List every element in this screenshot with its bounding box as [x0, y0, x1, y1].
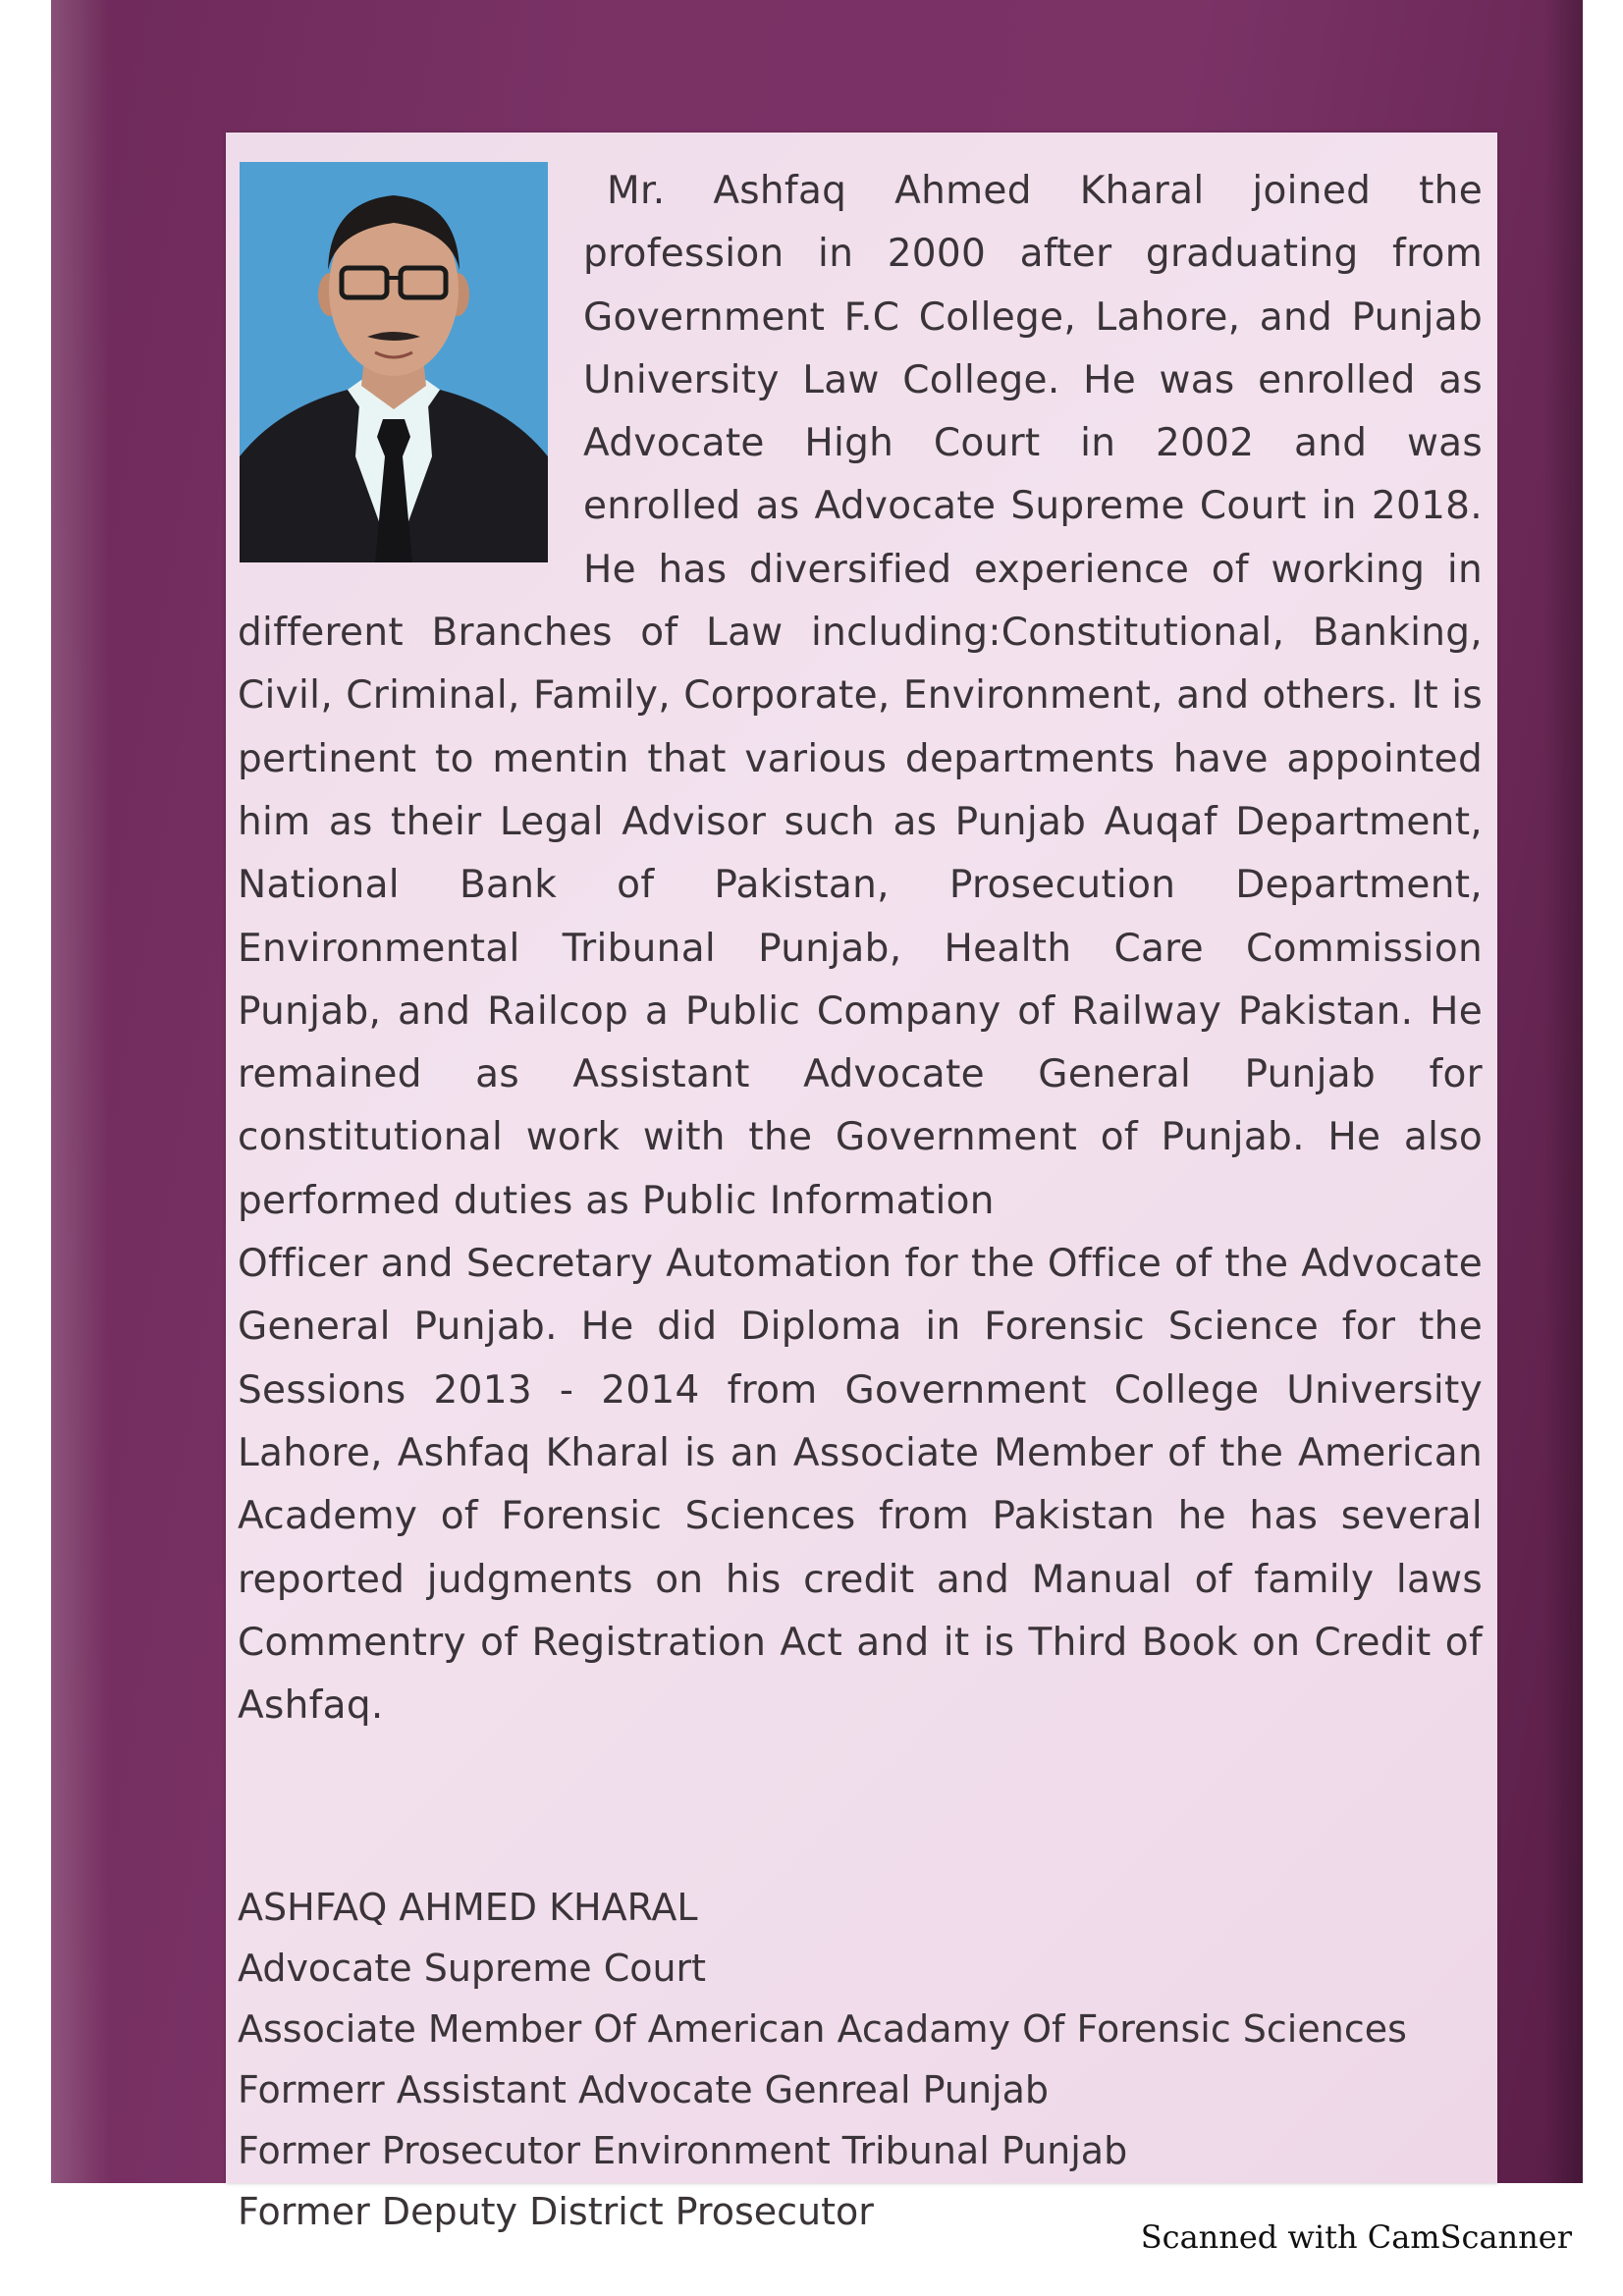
scanner-watermark: Scanned with CamScanner [1140, 2218, 1572, 2256]
book-back-cover [51, 0, 1583, 2233]
bio-paragraph-1: Mr. Ashfaq Ahmed Kharal joined the profession in 2000 after graduating from Government F.C College, Lahore, and Punjab University Law College. He was enrolled as Advocate High Court in 2002 and was enrolled as Advocate Supreme Court in 2018. He has diversified experience of working in different Branches of Law including:Constitutional, Banking, Civil, Criminal, Family, Corporate, Environment, and others. It is pertinent to mentin that various departments have appointed him as their Legal Advisor such as Punjab Auqaf Department, National Bank of Pakistan, Prosecution Department, Environmental Tribunal Punjab, Health Care Commission Punjab, and Railcop a Public Company of Railway Pakistan. He remained as Assistant Advocate General Punjab for constitutional work with the Government of Punjab. He also performed duties as Public Information [238, 169, 1483, 1223]
credential-line: Former Deputy District Prosecutor [238, 2190, 874, 2233]
bio-paragraph-2: Officer and Secretary Automation for the Office of the Advocate General Punjab. He did Diploma in Forensic Science for the Sessions 2013 - 2014 from Government College University Lahore, Ashfaq Kharal is an Associate Member of the American Academy of Forensic Sciences from Pakistan he has several reported judgments on his credit and Manual of family laws Commentry of Registration Act and it is Third Book on Credit of Ashfaq. [238, 1242, 1483, 1729]
credential-line: Former Prosecutor Environment Tribunal Punjab [238, 2129, 1128, 2172]
cover-shadow [1543, 0, 1583, 2183]
photo-spacer [238, 160, 562, 562]
author-credentials [238, 1877, 1407, 2242]
biography-text [238, 160, 1483, 1737]
credential-line: Formerr Assistant Advocate Genreal Punjab [238, 2068, 1050, 2111]
cover-glare [51, 0, 110, 2183]
author-name: ASHFAQ AHMED KHARAL [238, 1886, 698, 1929]
credential-line: Advocate Supreme Court [238, 1947, 707, 1990]
credential-line: Associate Member Of American Acadamy Of Forensic Sciences [238, 2007, 1407, 2051]
biography-panel [226, 133, 1497, 2233]
